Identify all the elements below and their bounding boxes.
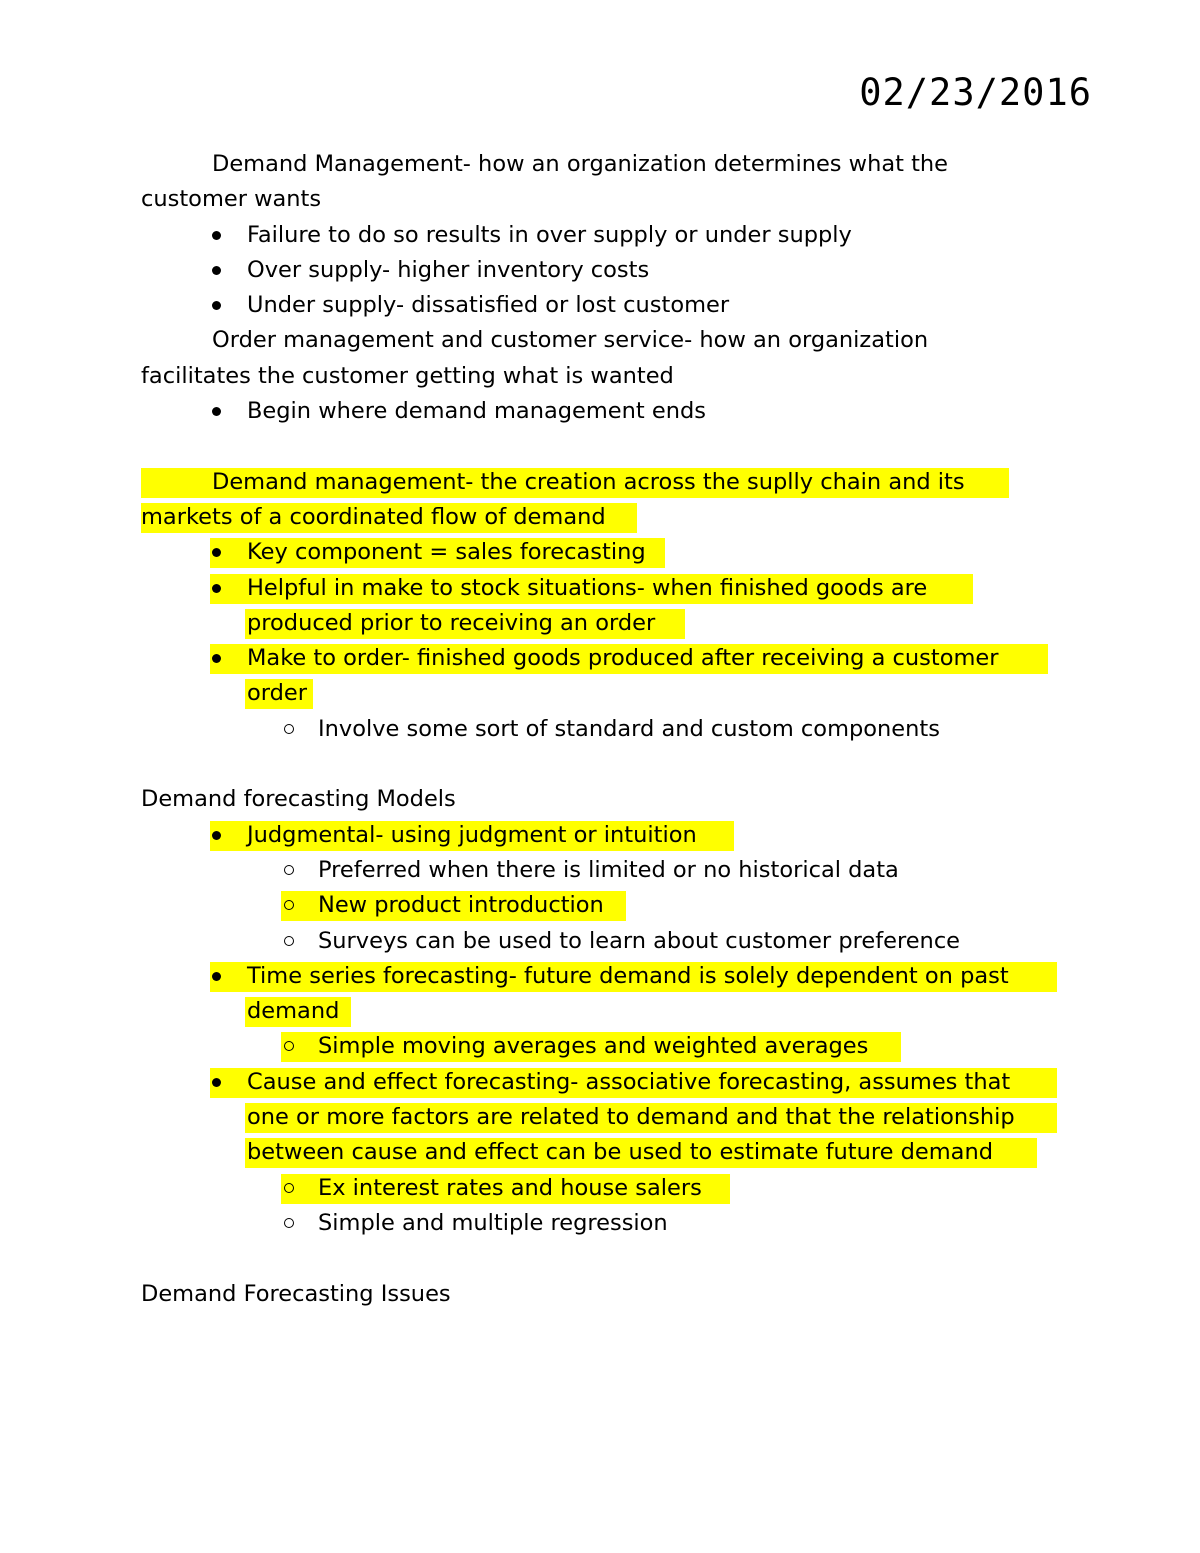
paragraph-text: Demand management- the creation across the suplly chain and its (212, 468, 965, 495)
bullet-icon (212, 231, 221, 240)
bullet-continuation (141, 1100, 1081, 1135)
bullet-text: Over supply- higher inventory costs (247, 256, 650, 283)
bullet-item (141, 818, 1081, 853)
paragraph-text: Demand Management- how an organization determines what the (212, 151, 949, 177)
bullet-item (141, 1065, 1081, 1100)
bullet-icon (212, 407, 221, 416)
sub-bullet-item (141, 1206, 1081, 1241)
sub-bullet-text: New product introduction (318, 892, 604, 919)
bullet-text: Time series forecasting- future demand is solely dependent on past (247, 962, 1009, 989)
bullet-text: Under supply- dissatisfied or lost customer (247, 292, 730, 319)
bullet-text: Key component = sales forecasting (247, 539, 646, 566)
bullet-icon (212, 972, 221, 981)
paragraph-line (141, 182, 1081, 217)
bullet-item (141, 641, 1081, 676)
marker-line (141, 323, 1081, 358)
bullet-text: Judgmental- using judgment or intuition (247, 821, 697, 848)
sub-bullet-text: Ex interest rates and house salers (318, 1174, 702, 1201)
bullet-item (141, 394, 1081, 429)
sub-bullet-item (141, 888, 1081, 923)
sub-bullet-icon (284, 1218, 294, 1228)
bullet-text: Failure to do so results in over supply or under supply (247, 221, 852, 248)
bullet-item (141, 571, 1081, 606)
paragraph-line (141, 500, 1081, 535)
bullet-text: Make to order- finished goods produced after receiving a customer (247, 645, 999, 672)
sub-bullet-icon (284, 936, 294, 946)
bullet-icon (212, 831, 221, 840)
sub-bullet-item (141, 1171, 1081, 1206)
bullet-text: Cause and effect forecasting- associative forecasting, assumes that (247, 1068, 1011, 1095)
sub-bullet-icon (284, 1183, 294, 1193)
sub-bullet-icon (284, 865, 294, 875)
spacer (141, 747, 1081, 782)
heading-text: Demand forecasting Models (141, 786, 456, 813)
bullet-text: Begin where demand management ends (247, 398, 706, 425)
bullet-icon (212, 266, 221, 275)
paragraph-text: customer wants (141, 186, 322, 213)
bullet-text: demand (247, 998, 340, 1025)
bullet-item (141, 218, 1081, 253)
paragraph-line (141, 359, 1081, 394)
sub-bullet-text: Simple and multiple regression (318, 1209, 668, 1236)
sub-bullet-text: Involve some sort of standard and custom components (318, 715, 940, 742)
marker-line (141, 147, 1081, 182)
section-heading (141, 1277, 1081, 1312)
sub-bullet-item (141, 924, 1081, 959)
bullet-item (141, 253, 1081, 288)
bullet-item (141, 535, 1081, 570)
bullet-continuation (141, 994, 1081, 1029)
bullet-continuation (141, 606, 1081, 641)
marker-line (141, 465, 1081, 500)
paragraph-text: markets of a coordinated flow of demand (141, 503, 606, 530)
document-date: 02/23/2016 (859, 71, 1092, 114)
bullet-text: between cause and effect can be used to estimate future demand (247, 1139, 993, 1166)
bullet-text: produced prior to receiving an order (247, 609, 656, 636)
bullet-item (141, 959, 1081, 994)
section-heading (141, 782, 1081, 817)
sub-bullet-item (141, 712, 1081, 747)
bullet-continuation (141, 676, 1081, 711)
sub-bullet-text: Simple moving averages and weighted averages (318, 1033, 869, 1060)
sub-bullet-text: Preferred when there is limited or no historical data (318, 856, 899, 883)
sub-bullet-icon (284, 724, 294, 734)
bullet-icon (212, 584, 221, 593)
bullet-icon (212, 301, 221, 310)
sub-bullet-item (141, 853, 1081, 888)
paragraph-text: Order management and customer service- how an organization (212, 327, 929, 354)
sub-bullet-text: Surveys can be used to learn about customer preference (318, 927, 961, 954)
bullet-continuation (141, 1135, 1081, 1170)
notes-body (141, 147, 1081, 1312)
marker-line-empty (141, 429, 1081, 464)
paragraph-text: facilitates the customer getting what is wanted (141, 362, 674, 389)
bullet-icon (212, 1078, 221, 1087)
bullet-text: order (247, 680, 307, 707)
bullet-text: one or more factors are related to demand and that the relationship (247, 1104, 1015, 1131)
heading-text: Demand Forecasting Issues (141, 1280, 451, 1307)
bullet-text: Helpful in make to stock situations- when finished goods are (247, 574, 928, 601)
sub-bullet-item (141, 1029, 1081, 1064)
bullet-item (141, 288, 1081, 323)
spacer (141, 1241, 1081, 1276)
